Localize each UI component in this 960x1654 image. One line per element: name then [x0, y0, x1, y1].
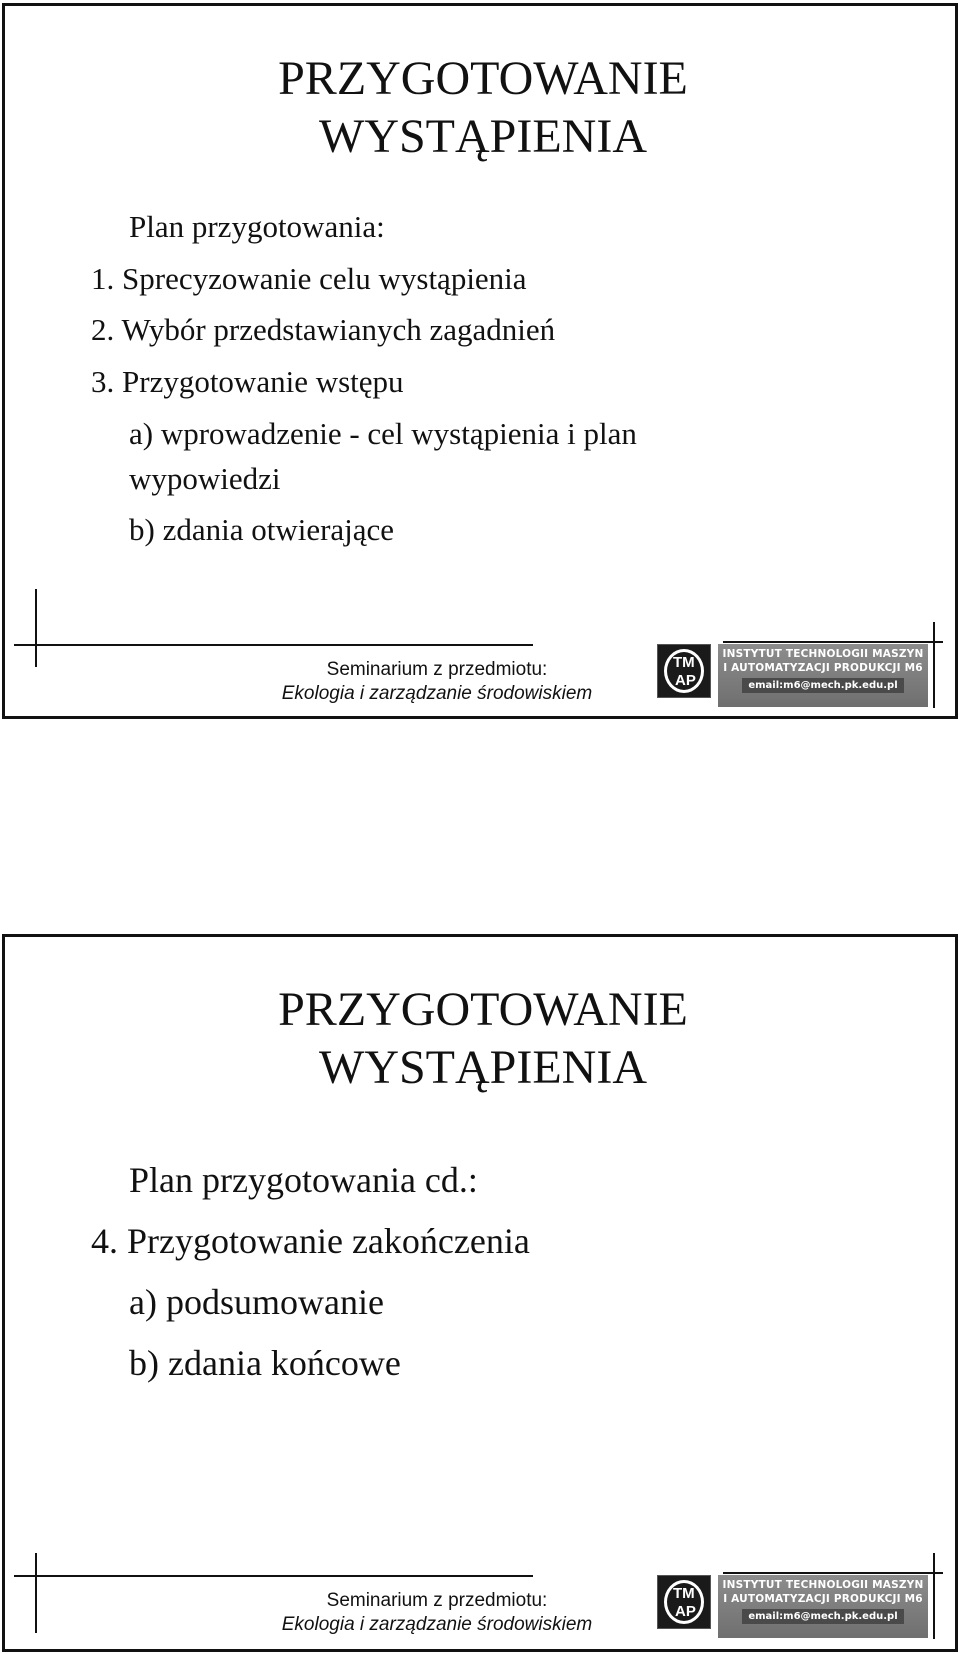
- footer-caption: [227, 1589, 647, 1637]
- logo-mark-top: TM: [673, 1585, 695, 1602]
- footer-line-1: Seminarium z przedmiotu:: [326, 1590, 548, 1611]
- footer-line-2: Ekologia i zarządzanie środowiskiem: [281, 1614, 593, 1635]
- slide-title: [5, 50, 958, 166]
- logo-mark-bottom: AP: [675, 672, 696, 689]
- footer-line-1: Seminarium z przedmiotu:: [326, 659, 548, 680]
- title-line-1: PRZYGOTOWANIE: [278, 983, 688, 1036]
- sub-list-item: a) wprowadzenie - cel wystąpienia i plan: [129, 416, 637, 451]
- title-line-1: PRZYGOTOWANIE: [278, 52, 688, 105]
- sub-list-item: b) zdania końcowe: [129, 1343, 401, 1383]
- corner-mark-left: [35, 589, 37, 667]
- institute-line-2: I AUTOMATYZACJI PRODUKCJI M6: [723, 662, 923, 674]
- tmap-logo-icon: [657, 1575, 711, 1629]
- footer-caption: [227, 658, 647, 706]
- list-item: 3. Przygotowanie wstępu: [91, 364, 404, 399]
- footer-line-2: Ekologia i zarządzanie środowiskiem: [281, 683, 593, 704]
- footer-rule-left: [35, 644, 533, 646]
- institute-line-2: I AUTOMATYZACJI PRODUKCJI M6: [723, 1593, 923, 1605]
- logo-mark-top: TM: [673, 654, 695, 671]
- plan-heading: Plan przygotowania:: [129, 209, 385, 244]
- footer-rule-right: [723, 641, 943, 643]
- institute-logo: [718, 1575, 928, 1638]
- corner-mark-left: [35, 1553, 37, 1633]
- tmap-logo-icon: [657, 644, 711, 698]
- corner-mark-right: [933, 1553, 935, 1639]
- list-item: 1. Sprecyzowanie celu wystąpienia: [91, 261, 527, 296]
- sub-list-item-continued: wypowiedzi: [129, 461, 281, 496]
- institute-email: email:m6@mech.pk.edu.pl: [742, 1609, 903, 1624]
- plan-heading: Plan przygotowania cd.:: [129, 1160, 478, 1200]
- corner-mark-right: [933, 622, 935, 708]
- title-line-2: WYSTĄPIENIA: [319, 110, 647, 163]
- sub-list-item: a) podsumowanie: [129, 1282, 384, 1322]
- institute-line-1: INSTYTUT TECHNOLOGII MASZYN: [722, 648, 924, 660]
- slide-title: [5, 981, 958, 1097]
- institute-logo: [718, 644, 928, 707]
- footer-rule-right: [723, 1572, 943, 1574]
- footer-rule-left: [35, 1575, 533, 1577]
- logo-mark-bottom: AP: [675, 1603, 696, 1620]
- sub-list-item: b) zdania otwierające: [129, 512, 395, 547]
- slide-2: [2, 934, 958, 1652]
- institute-email: email:m6@mech.pk.edu.pl: [742, 678, 903, 693]
- institute-line-1: INSTYTUT TECHNOLOGII MASZYN: [722, 1579, 924, 1591]
- title-line-2: WYSTĄPIENIA: [319, 1041, 647, 1094]
- list-item: 2. Wybór przedstawianych zagadnień: [91, 312, 556, 347]
- list-item: 4. Przygotowanie zakończenia: [91, 1221, 530, 1261]
- slide-1: [2, 3, 958, 719]
